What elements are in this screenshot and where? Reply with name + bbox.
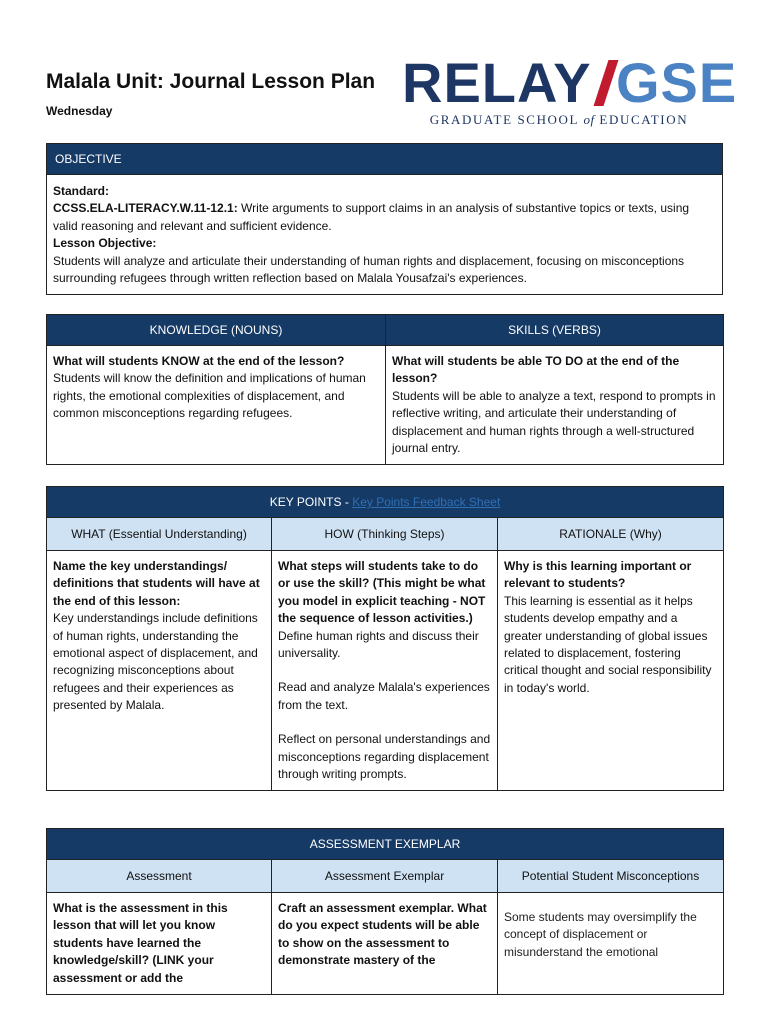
misconceptions-cell xyxy=(498,893,724,995)
lesson-objective-text: Students will analyze and articulate their understanding of human rights and displacement, focusing on misconceptions surrounding refugees through written reflection based on Malala Yousafzai's experiences. xyxy=(53,253,685,286)
knowledge-text: Students will know the definition and implications of human rights, the emotional complexities of displacement, and common misconceptions regarding refugees. xyxy=(53,371,366,421)
what-question: Name the key understandings/ definitions that students will have at the end of this lesson: xyxy=(53,559,260,608)
knowledge-cell xyxy=(47,346,386,465)
key-points-header: KEY POINTS - Key Points Feedback Sheet xyxy=(47,487,724,518)
what-cell xyxy=(47,551,272,791)
assessment-cell xyxy=(47,893,272,995)
col-assessment-header: Assessment xyxy=(47,860,272,893)
logo-slash-mark xyxy=(594,60,619,106)
skills-cell xyxy=(386,346,724,465)
lesson-day: Wednesday xyxy=(46,104,113,118)
what-text: Key understandings include definitions of human rights, understanding the emotional aspect of displacement, and recognizing misconceptions about refugees and their experiences as presented by Malala. xyxy=(53,611,258,713)
knowledge-question: What will students KNOW at the end of the lesson? xyxy=(53,354,345,368)
col-misconceptions-header: Potential Student Misconceptions xyxy=(498,860,724,893)
how-step-2: Read and analyze Malala's experiences from the text. xyxy=(278,680,490,712)
how-step-3: Reflect on personal understandings and misconceptions regarding displacement through writing prompts. xyxy=(278,732,491,782)
knowledge-header: KNOWLEDGE (NOUNS) xyxy=(47,315,386,346)
assessment-table xyxy=(46,828,724,995)
knowledge-skills-table xyxy=(46,314,724,465)
standard-code: CCSS.ELA-LITERACY.W.11-12.1: xyxy=(53,201,238,216)
exemplar-question: Craft an assessment exemplar. What do you expect students will be able to show on the assessment to demonstrate mastery of the xyxy=(278,901,487,968)
assessment-header: ASSESSMENT EXEMPLAR xyxy=(47,829,724,860)
misconceptions-text: Some students may oversimplify the concept of displacement or misunderstand the emotional xyxy=(504,910,697,959)
key-points-table xyxy=(46,486,724,791)
skills-question: What will students be able TO DO at the end of the lesson? xyxy=(392,354,680,386)
col-how-header: HOW (Thinking Steps) xyxy=(272,518,498,551)
assessment-question: What is the assessment in this lesson that will let you know students have learned the knowledge/skill? (LINK your assessment or add the xyxy=(53,901,228,985)
exemplar-cell xyxy=(272,893,498,995)
relay-gse-logo xyxy=(402,51,738,134)
standard-label: Standard: xyxy=(53,184,110,198)
rationale-question: Why is this learning important or relevant to students? xyxy=(504,559,692,591)
logo-subtitle: GRADUATE SCHOOL of EDUCATION xyxy=(429,112,689,127)
standard-text: Write arguments to support claims in an analysis of substantive topics or texts, using valid reasoning and relevant and sufficient evidence. xyxy=(53,201,690,233)
col-exemplar-header: Assessment Exemplar xyxy=(272,860,498,893)
rationale-cell xyxy=(498,551,724,791)
objective-header: OBJECTIVE xyxy=(47,144,723,175)
key-points-feedback-link[interactable]: Key Points Feedback Sheet xyxy=(352,495,501,509)
how-question: What steps will students take to do or use the skill? (This might be what you model in explicit teaching - NOT the sequence of lesson activities.) xyxy=(278,559,486,626)
lesson-objective-label: Lesson Objective: xyxy=(53,236,157,251)
skills-header: SKILLS (VERBS) xyxy=(386,315,724,346)
objective-table xyxy=(46,143,723,295)
logo-gse-text: GSE xyxy=(616,51,738,114)
how-step-1: Define human rights and discuss their universality. xyxy=(278,628,479,661)
col-what-header: WHAT (Essential Understanding) xyxy=(47,518,272,551)
rationale-text: This learning is essential as it helps students develop empathy and a greater understanding of global issues related to displacement, fostering critical thought and social responsibility in today's world. xyxy=(504,593,712,695)
how-cell xyxy=(272,551,498,791)
logo-relay-text: RELAY xyxy=(402,51,592,114)
objective-body xyxy=(47,175,723,295)
col-rationale-header: RATIONALE (Why) xyxy=(498,518,724,551)
skills-text: Students will be able to analyze a text, respond to prompts in reflective writing, and articulate their understanding of displacement and human rights through a well-structured journal entry. xyxy=(392,388,716,456)
page-title: Malala Unit: Journal Lesson Plan xyxy=(46,70,376,93)
